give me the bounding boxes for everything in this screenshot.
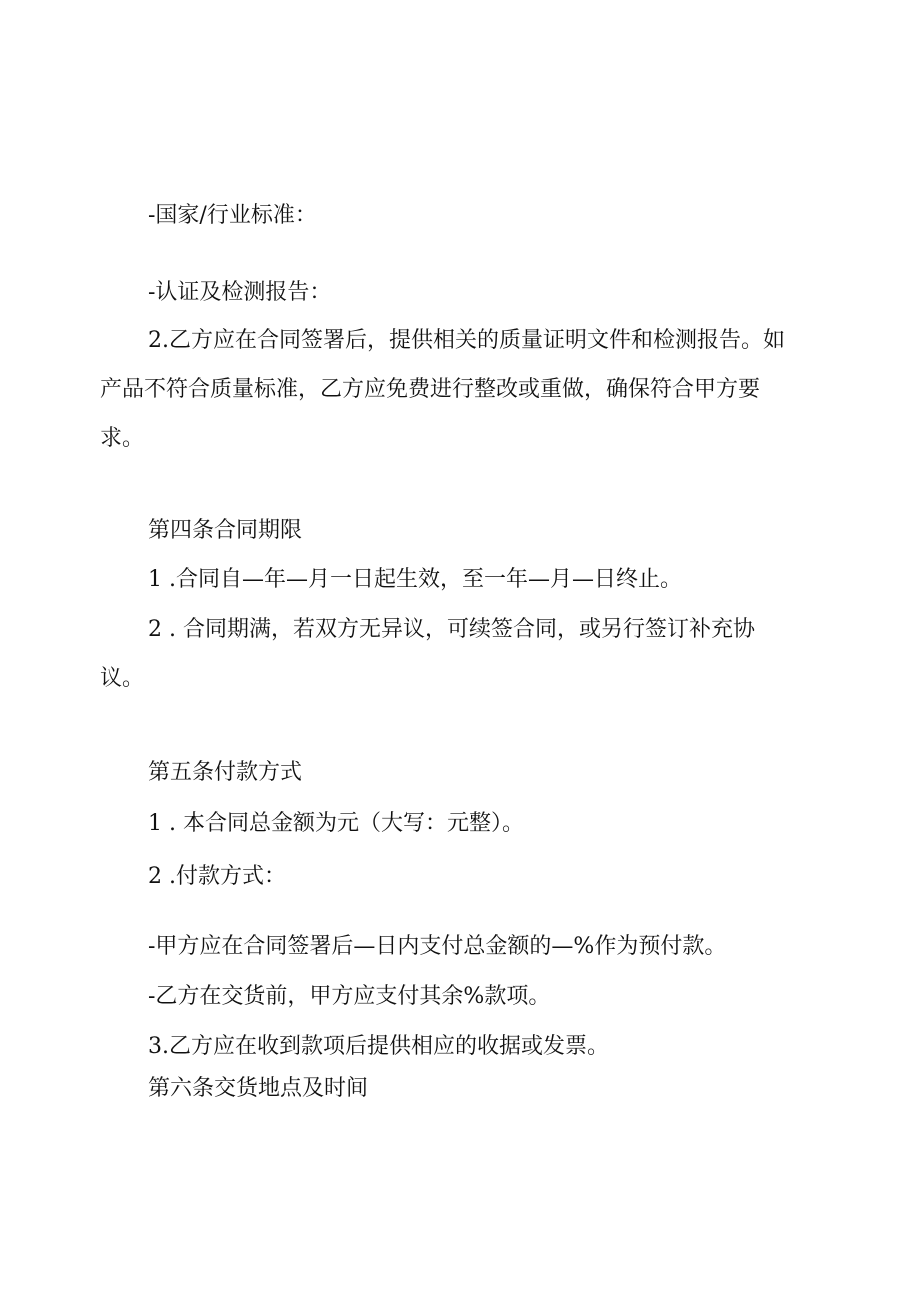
section-heading-article-6: 第六条交货地点及时间 <box>148 1076 369 1101</box>
list-item-certification-report: -认证及检测报告： <box>148 280 332 305</box>
list-item-advance-payment: -甲方应在合同签署后—日内支付总金额的—%作为预付款。 <box>148 934 727 959</box>
paragraph-line: 2 .付款方式： <box>148 864 286 889</box>
paragraph-line: 求。 <box>100 426 145 451</box>
paragraph-line: 议。 <box>100 666 145 691</box>
paragraph-line: 1 .合同自—年—月一日起生效，至一年—月—日终止。 <box>148 567 682 592</box>
paragraph-line: 产品不符合质量标准，乙方应免费进行整改或重做，确保符合甲方要 <box>100 377 761 402</box>
paragraph-line: 3.乙方应在收到款项后提供相应的收据或发票。 <box>148 1034 609 1059</box>
paragraph-line: 2.乙方应在合同签署后，提供相关的质量证明文件和检测报告。如 <box>148 328 785 353</box>
section-heading-article-4: 第四条合同期限 <box>148 518 303 543</box>
paragraph-line: 1 . 本合同总金额为元（大写：元整）。 <box>148 811 524 836</box>
list-item-remaining-payment: -乙方在交货前，甲方应支付其余%款项。 <box>148 984 551 1009</box>
section-heading-article-5: 第五条付款方式 <box>148 760 303 785</box>
paragraph-line: 2 . 合同期满，若双方无异议，可续签合同，或另行签订补充协 <box>148 617 755 642</box>
list-item-national-standard: -国家/行业标准： <box>148 203 317 228</box>
